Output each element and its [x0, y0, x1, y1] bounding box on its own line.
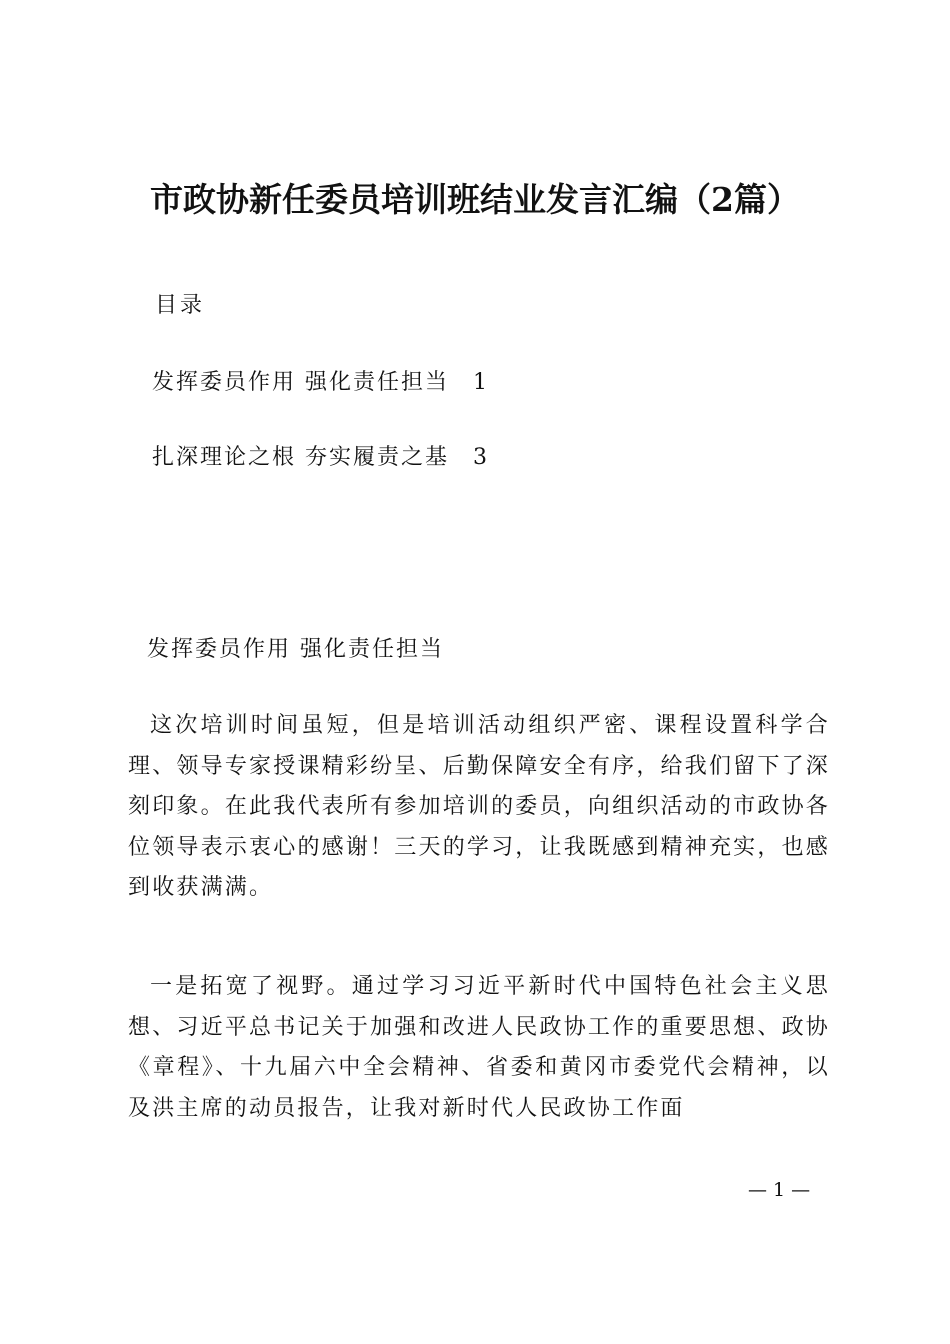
- toc-item-page: 3: [473, 445, 489, 470]
- toc-item-page: 1: [473, 370, 489, 395]
- toc-heading: 目录: [155, 293, 206, 318]
- toc-item-label: 扎深理论之根 夯实履责之基: [152, 445, 449, 470]
- section-heading: 发挥委员作用 强化责任担当: [147, 637, 444, 662]
- document-title: 市政协新任委员培训班结业发言汇编（2篇）: [150, 180, 800, 219]
- toc-item: [152, 367, 489, 399]
- body-paragraph: 这次培训时间虽短，但是培训活动组织严密、课程设置科学合理、领导专家授课精彩纷呈、后勤保障安全有序，给我们留下了深刻印象。在此我代表所有参加培训的委员，向组织活动的市政协各位领导表示衷心的感谢！三天的学习，让我既感到精神充实，也感到收获满满。: [128, 713, 830, 900]
- toc-item: [152, 442, 489, 474]
- toc-item-label: 发挥委员作用 强化责任担当: [152, 370, 449, 395]
- page-number: — 1 —: [748, 1179, 811, 1201]
- body-paragraph: 一是拓宽了视野。通过学习习近平新时代中国特色社会主义思想、习近平总书记关于加强和改进人民政协工作的重要思想、政协《章程》、十九届六中全会精神、省委和黄冈市委党代会精神，以及洪主席的动员报告，让我对新时代人民政协工作面: [128, 974, 830, 1121]
